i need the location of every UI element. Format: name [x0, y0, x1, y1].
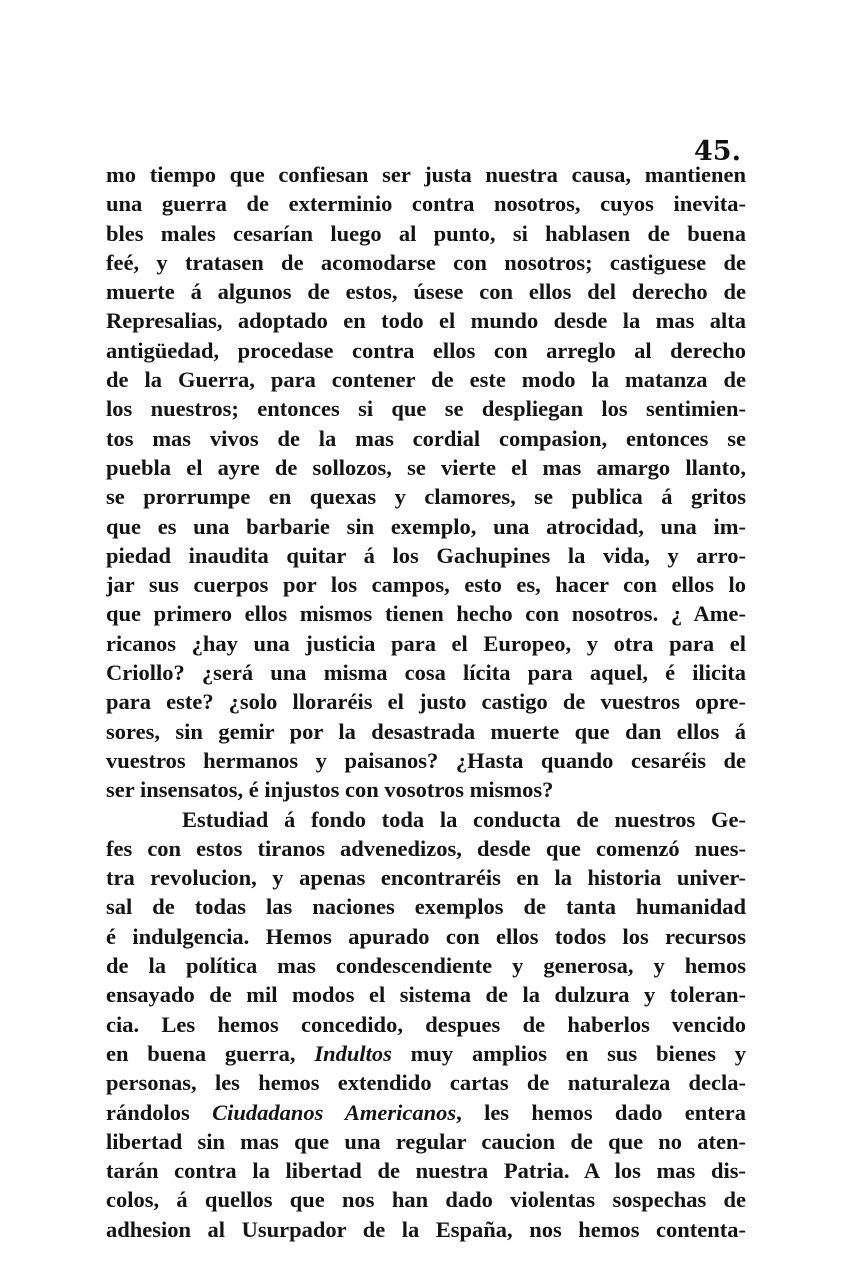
italic-term: Indultos	[314, 1040, 392, 1066]
text-line-with-italic	[106, 1039, 746, 1068]
body-text	[106, 160, 746, 1244]
text-line: que primero ellos mismos tienen hecho con nosotros. ¿ Ame-	[106, 601, 746, 627]
text-line: ensayado de mil modos el sistema de la dulzura y toleran-	[106, 982, 746, 1008]
text-line: colos, á quellos que nos han dado violentas sospechas de	[106, 1187, 746, 1213]
text-line: los nuestros; entonces si que se despliegan los sentimien-	[106, 396, 746, 422]
text-line: Represalias, adoptado en todo el mundo desde la mas alta	[106, 308, 746, 334]
page-number: 45.	[694, 136, 741, 167]
text-line: piedad inaudita quitar á los Gachupines la vida, y arro-	[106, 542, 746, 568]
text-line: adhesion al Usurpador de la España, nos hemos contenta-	[106, 1216, 746, 1242]
italic-term: Ciudadanos Americanos	[212, 1099, 457, 1125]
text-line: tarán contra la libertad de nuestra Patria. A los mas dis-	[106, 1158, 746, 1184]
text-line: de la política mas condescendiente y generosa, y hemos	[106, 953, 746, 979]
text-line: antigüedad, procedase contra ellos con arreglo al derecho	[106, 337, 746, 363]
text-line: para este? ¿solo lloraréis el justo castigo de vuestros opre-	[106, 689, 746, 715]
text-line: tos mas vivos de la mas cordial compasion, entonces se	[106, 425, 746, 451]
text-line: é indulgencia. Hemos apurado con ellos todos los recursos	[106, 923, 746, 949]
text-line: de la Guerra, para contener de este modo la matanza de	[106, 367, 746, 393]
text-segment: , les hemos dado entera	[456, 1099, 746, 1125]
text-line: fes con estos tiranos advenedizos, desde que comenzó nues-	[106, 835, 746, 861]
text-line: se prorrumpe en quexas y clamores, se publica á gritos	[106, 484, 746, 510]
text-line: cia. Les hemos concedido, despues de haberlos vencido	[106, 1011, 746, 1037]
text-line: una guerra de exterminio contra nosotros, cuyos inevita-	[106, 191, 746, 217]
text-line-with-italic	[106, 1098, 746, 1127]
text-line: personas, les hemos extendido cartas de naturaleza decla-	[106, 1070, 746, 1096]
text-line: muerte á algunos de estos, úsese con ellos del derecho de	[106, 279, 746, 305]
text-line: puebla el ayre de sollozos, se vierte el mas amargo llanto,	[106, 454, 746, 480]
text-line: Criollo? ¿será una misma cosa lícita para aquel, é ilicita	[106, 660, 746, 686]
text-line: sores, sin gemir por la desastrada muerte que dan ellos á	[106, 718, 746, 744]
text-line: libertad sin mas que una regular caucion de que no aten-	[106, 1128, 746, 1154]
text-line: sal de todas las naciones exemplos de tanta humanidad	[106, 894, 746, 920]
text-line: jar sus cuerpos por los campos, esto es, hacer con ellos lo	[106, 572, 746, 598]
text-line: feé, y tratasen de acomodarse con nosotros; castiguese de	[106, 249, 746, 275]
text-line: tra revolucion, y apenas encontraréis en la historia univer-	[106, 865, 746, 891]
text-line: bles males cesarían luego al punto, si hablasen de buena	[106, 220, 746, 246]
text-line: mo tiempo que confiesan ser justa nuestra causa, mantienen	[106, 162, 746, 187]
text-line: ricanos ¿hay una justicia para el Europeo, y otra para el	[106, 630, 746, 656]
paragraph-end-line: ser insensatos, é injustos con vosotros mismos?	[106, 777, 554, 803]
paragraph-start-line: Estudiad á fondo toda la conducta de nuestros Ge-	[182, 806, 746, 832]
text-line: que es una barbarie sin exemplo, una atrocidad, una im-	[106, 513, 746, 539]
text-line: vuestros hermanos y paisanos? ¿Hasta quando cesaréis de	[106, 747, 746, 773]
text-segment: en buena guerra,	[106, 1040, 296, 1066]
text-segment: muy amplios en sus bienes y	[410, 1040, 746, 1066]
text-segment: rándolos	[106, 1099, 190, 1125]
